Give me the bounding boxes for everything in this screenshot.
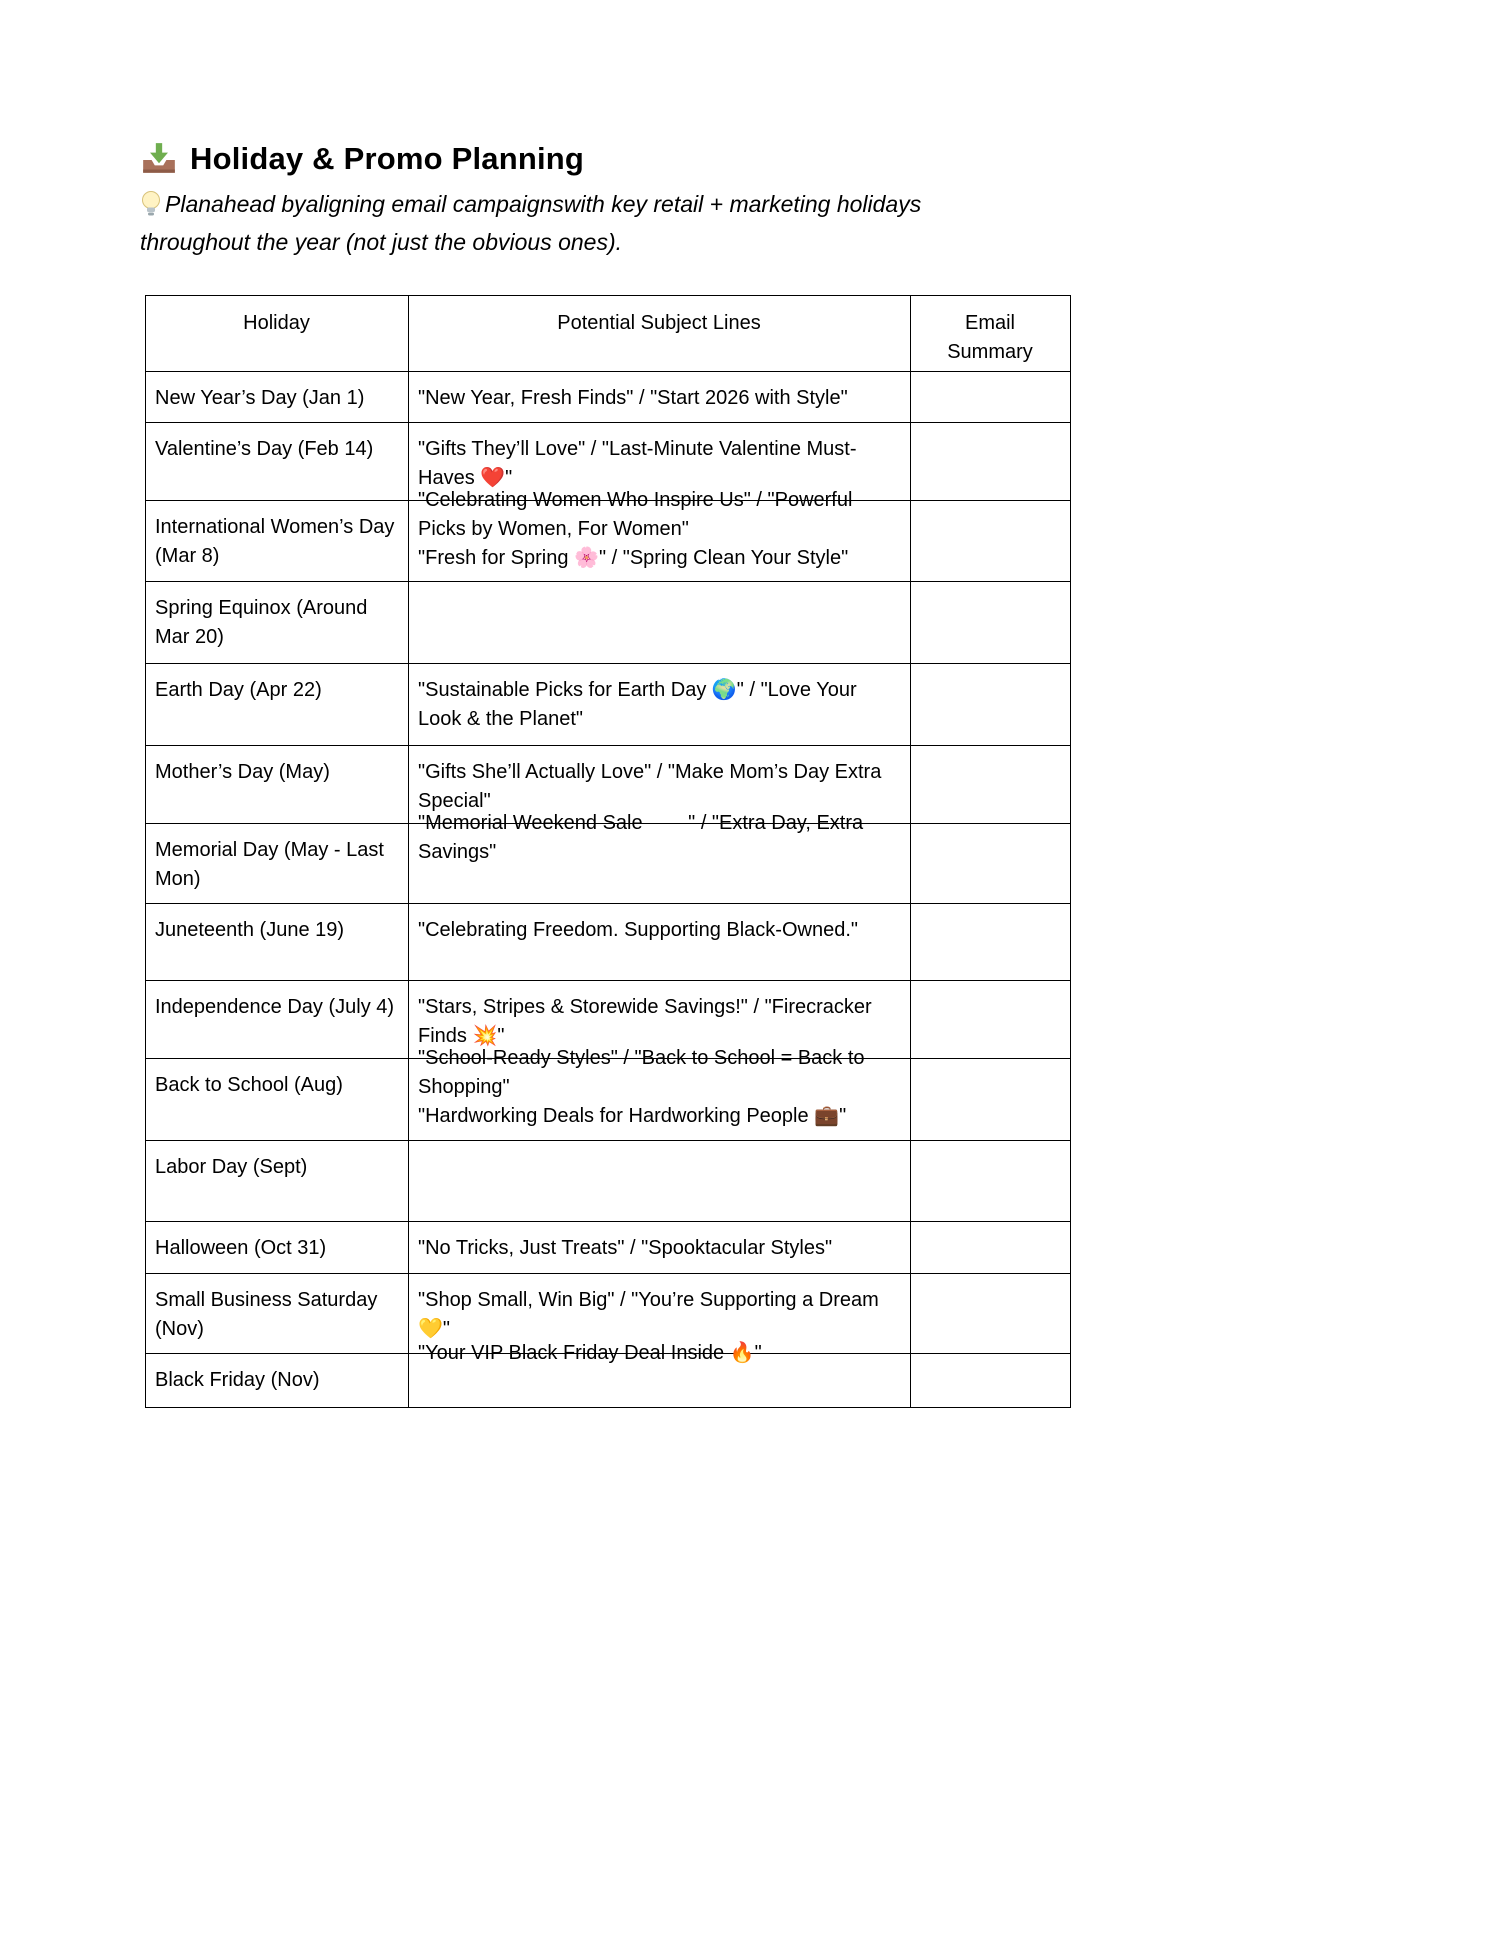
subject-line: "No Tricks, Just Treats" / "Spooktacular Styles": [418, 1237, 833, 1259]
holiday-cell: Labor Day (Sept): [146, 1141, 409, 1222]
subject-lines-cell: [409, 1141, 911, 1222]
holiday-cell: Valentine’s Day (Feb 14): [146, 423, 409, 501]
subject-line: "Memorial Weekend Sale " / "Extra Day, Extra Savings": [418, 812, 864, 863]
light-bulb-icon: [140, 190, 162, 226]
inbox-tray-icon: [140, 140, 178, 178]
subject-lines-cell: [409, 489, 911, 582]
subtitle-text-1: Planahead byaligning email campaignswith key retail + marketing holidays: [165, 191, 922, 217]
page-title: [140, 140, 1500, 178]
subject-lines-cell: [409, 582, 911, 664]
table-row: [146, 1059, 1071, 1141]
subject-lines-cell: [409, 664, 911, 746]
subject-line: "Hardworking Deals for Hardworking People 💼": [418, 1105, 847, 1127]
subject-lines-cell: [409, 904, 911, 981]
holiday-cell: Earth Day (Apr 22): [146, 664, 409, 746]
subtitle: [140, 188, 1120, 259]
subject-line: "Your VIP Black Friday Deal Inside 🔥": [418, 1342, 762, 1364]
holiday-cell: Mother’s Day (May): [146, 746, 409, 824]
holiday-cell: Juneteenth (June 19): [146, 904, 409, 981]
holiday-cell: Black Friday (Nov): [146, 1354, 409, 1408]
table-row: [146, 582, 1071, 664]
email-summary-cell: [911, 501, 1071, 582]
table-body: [146, 372, 1071, 1408]
column-header-subject-lines: Potential Subject Lines: [409, 296, 911, 372]
email-summary-cell: [911, 1222, 1071, 1274]
email-summary-cell: [911, 582, 1071, 664]
table-row: [146, 1141, 1071, 1222]
email-summary-cell: [911, 423, 1071, 501]
holiday-cell: New Year’s Day (Jan 1): [146, 372, 409, 423]
subject-lines-cell: [409, 1222, 911, 1274]
subject-line: "Celebrating Freedom. Supporting Black-Owned.": [418, 919, 858, 941]
email-summary-cell: [911, 664, 1071, 746]
subject-line: "School-Ready Styles" / "Back to School = Back to Shopping": [418, 1047, 865, 1098]
holiday-cell: Independence Day (July 4): [146, 981, 409, 1059]
subject-line: "Celebrating Women Who Inspire Us" / "Powerful Picks by Women, For Women": [418, 489, 853, 540]
subtitle-line-2: throughout the year (not just the obvious ones).: [140, 229, 623, 255]
email-summary-cell: [911, 372, 1071, 423]
subject-lines-cell: [409, 1342, 911, 1408]
subtitle-line-1: [140, 188, 1120, 226]
subject-lines-cell: [409, 812, 911, 904]
email-summary-cell: [911, 1354, 1071, 1408]
holiday-cell: Memorial Day (May - Last Mon): [146, 824, 409, 904]
subject-line: "Shop Small, Win Big" / "You’re Supporting a Dream 💛": [418, 1289, 879, 1340]
column-header-holiday: Holiday: [146, 296, 409, 372]
holiday-cell: Back to School (Aug): [146, 1059, 409, 1141]
holiday-cell: International Women’s Day (Mar 8): [146, 501, 409, 582]
subject-line: "Sustainable Picks for Earth Day 🌍" / "Love Your Look & the Planet": [418, 679, 857, 730]
table-row: [146, 664, 1071, 746]
holiday-promo-table: [145, 295, 1071, 1408]
subject-line: "Gifts She’ll Actually Love" / "Make Mom’s Day Extra Special": [418, 761, 882, 812]
table-header-row: [146, 296, 1071, 372]
page-title-text: Holiday & Promo Planning: [190, 141, 585, 176]
email-summary-cell: [911, 904, 1071, 981]
holiday-cell: Small Business Saturday (Nov): [146, 1274, 409, 1354]
table-row: [146, 1354, 1071, 1408]
email-summary-cell: [911, 824, 1071, 904]
email-summary-cell: [911, 1059, 1071, 1141]
subject-line: "Gifts They’ll Love" / "Last-Minute Valentine Must-Haves ❤️": [418, 438, 857, 489]
subject-lines-cell: [409, 372, 911, 423]
subject-line: "Stars, Stripes & Storewide Savings!" / "Firecracker Finds 💥": [418, 996, 872, 1047]
table-row: [146, 1222, 1071, 1274]
subject-line: "New Year, Fresh Finds" / "Start 2026 with Style": [418, 387, 848, 409]
table-row: [146, 372, 1071, 423]
table-row: [146, 501, 1071, 582]
email-summary-cell: [911, 1274, 1071, 1354]
email-summary-cell: [911, 981, 1071, 1059]
table-row: [146, 904, 1071, 981]
email-summary-cell: [911, 1141, 1071, 1222]
subject-lines-cell: [409, 1047, 911, 1141]
column-header-email-summary: Email Summary: [911, 296, 1071, 372]
subject-line: "Fresh for Spring 🌸" / "Spring Clean Your Style": [418, 547, 849, 569]
email-summary-cell: [911, 746, 1071, 824]
holiday-cell: Halloween (Oct 31): [146, 1222, 409, 1274]
holiday-cell: Spring Equinox (Around Mar 20): [146, 582, 409, 664]
table-row: [146, 824, 1071, 904]
